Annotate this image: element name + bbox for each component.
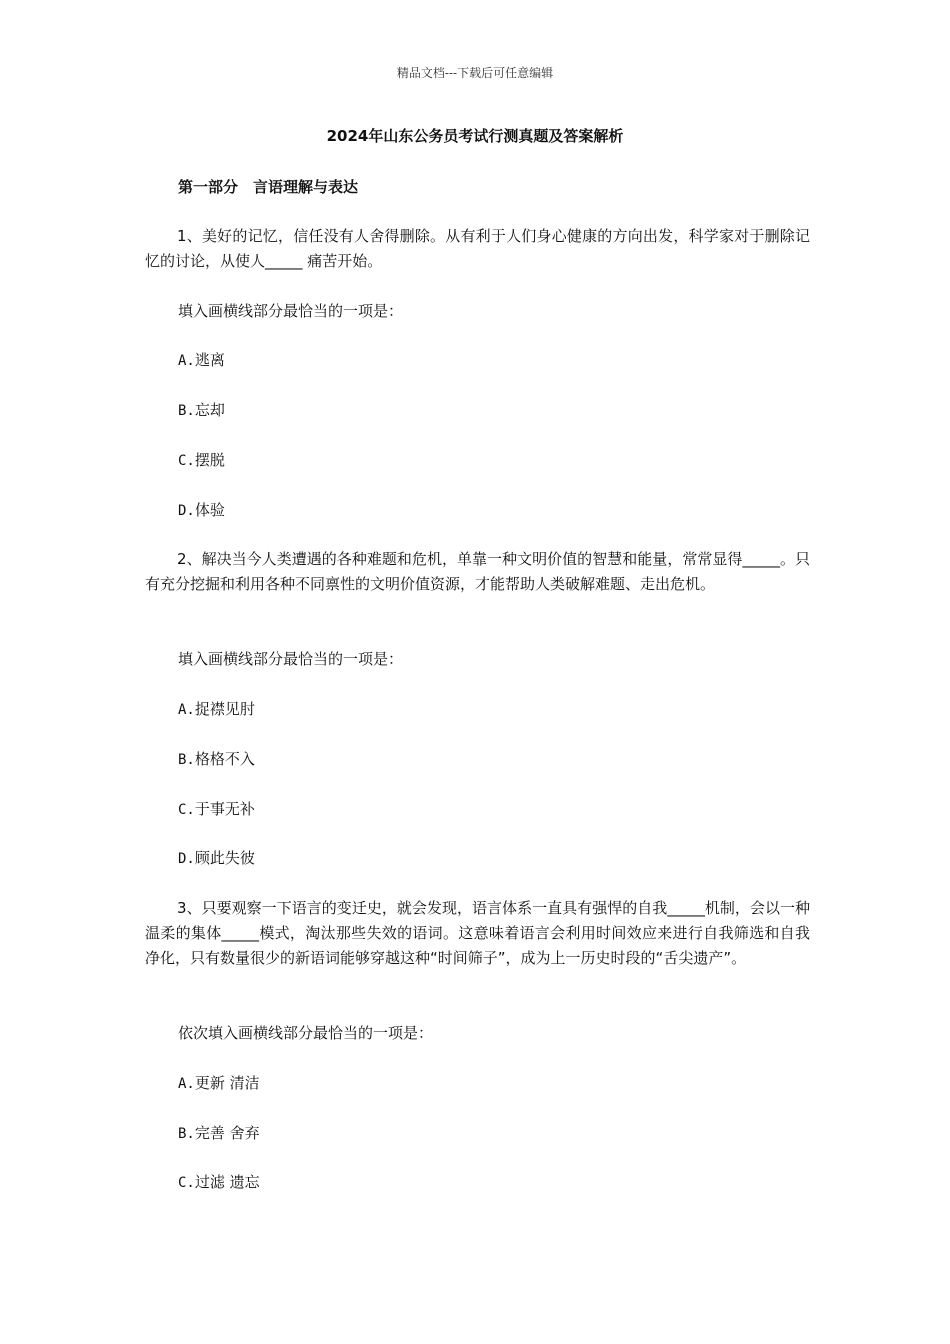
document-title: 2024年山东公务员考试行测真题及答案解析	[326, 127, 624, 145]
section-heading: 第一部分 言语理解与表达	[178, 178, 359, 196]
option-text: 更新 清洁	[194, 1074, 260, 1092]
option-letter: B.	[178, 403, 195, 419]
question-3-option-b	[178, 1122, 260, 1145]
option-letter: C.	[178, 1175, 195, 1191]
question-2-option-a	[178, 698, 255, 721]
option-text: 顾此失彼	[194, 849, 255, 867]
question-3-option-a	[178, 1072, 260, 1095]
option-text: 逃离	[194, 351, 225, 369]
option-letter: C.	[178, 802, 195, 818]
page-header-watermark: 精品文档---下载后可任意编辑	[396, 66, 554, 80]
option-text: 格格不入	[194, 750, 255, 768]
option-text: 于事无补	[194, 800, 255, 818]
question-3-option-c	[178, 1171, 260, 1194]
question-2-option-b	[178, 748, 255, 771]
option-letter: C.	[178, 453, 195, 469]
option-letter: B.	[178, 1126, 195, 1142]
option-text: 摆脱	[194, 451, 225, 469]
option-text: 过滤 遗忘	[194, 1173, 260, 1191]
question-2-option-c	[178, 798, 255, 821]
option-letter: D.	[178, 503, 195, 519]
question-3-prompt: 依次填入画横线部分最恰当的一项是：	[178, 1024, 434, 1042]
option-text: 体验	[194, 501, 225, 519]
question-2-stem: 2、解决当今人类遭遇的各种难题和危机，单靠一种文明价值的智慧和能量，常常显得_____。只有充分挖掘和利用各种不同禀性的文明价值资源，才能帮助人类破解难题、走出危机。	[145, 550, 810, 593]
option-letter: B.	[178, 752, 195, 768]
option-text: 完善 舍弃	[194, 1124, 260, 1142]
question-2-option-d	[178, 847, 255, 870]
option-letter: A.	[178, 353, 195, 369]
question-1-option-b	[178, 399, 225, 422]
question-1-prompt: 填入画横线部分最恰当的一项是：	[178, 302, 404, 320]
question-3-stem: 3、只要观察一下语言的变迁史，就会发现，语言体系一直具有强悍的自我_____机制，会以一种温柔的集体_____模式，淘汰那些失效的语词。这意味着语言会利用时间效应来进行自我筛选和自我净化，只有数量很少的新语词能够穿越这种“时间筛子”，成为上一历史时段的“舌尖遗产”。	[145, 899, 810, 967]
option-text: 捉襟见肘	[194, 700, 255, 718]
question-1-option-c	[178, 449, 225, 472]
question-1-option-d	[178, 499, 225, 522]
option-letter: A.	[178, 702, 195, 718]
question-2-prompt: 填入画横线部分最恰当的一项是：	[178, 650, 404, 668]
option-text: 忘却	[194, 401, 225, 419]
question-1-option-a	[178, 349, 225, 372]
option-letter: A.	[178, 1076, 195, 1092]
question-1-stem: 1、美好的记忆，信任没有人舍得删除。从有利于人们身心健康的方向出发，科学家对于删除记忆的讨论，从使人_____ 痛苦开始。	[145, 227, 810, 270]
option-letter: D.	[178, 851, 195, 867]
